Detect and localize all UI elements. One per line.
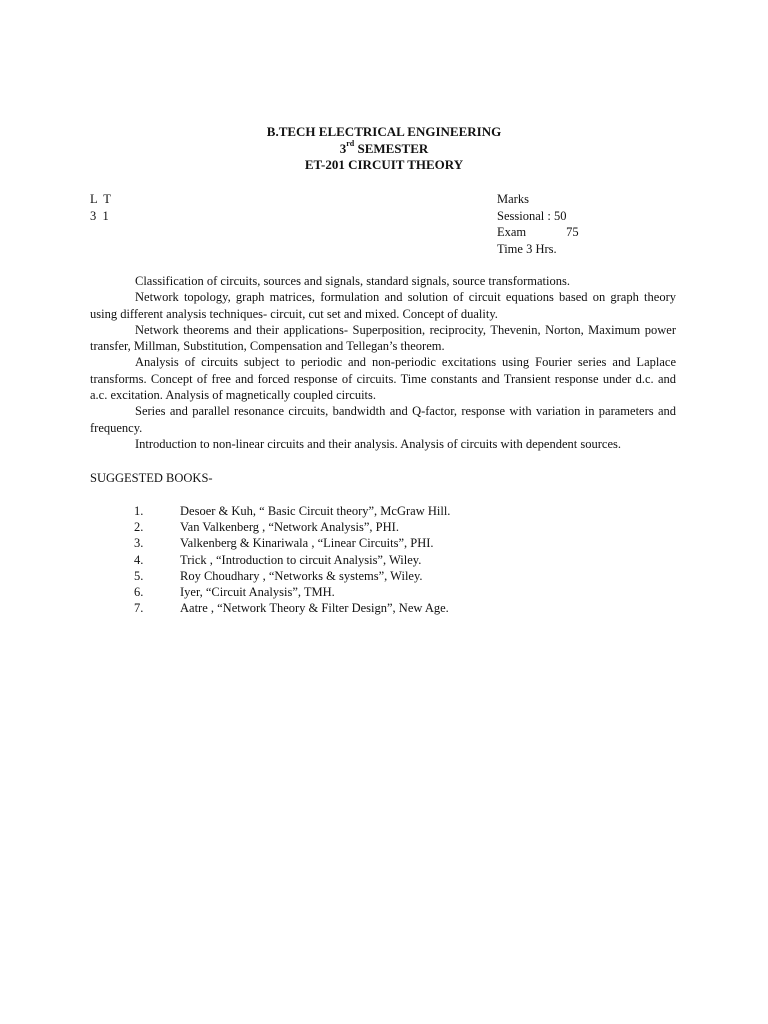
book-text: Desoer & Kuh, “ Basic Circuit theory”, McGraw Hill.	[180, 504, 451, 518]
list-item	[134, 519, 450, 535]
list-item	[134, 568, 450, 584]
syllabus-paragraph: Classification of circuits, sources and signals, standard signals, source transformations.	[135, 274, 570, 288]
syllabus-header	[0, 124, 768, 174]
list-item	[134, 600, 450, 616]
list-item	[134, 503, 450, 519]
book-number: 1.	[134, 504, 144, 518]
list-item	[134, 535, 450, 551]
list-item	[134, 584, 450, 600]
marks-block	[497, 191, 579, 257]
book-text: Valkenberg & Kinariwala , “Linear Circuits”, PHI.	[180, 536, 434, 551]
books-list	[134, 503, 450, 616]
syllabus-paragraph: Introduction to non-linear circuits and their analysis. Analysis of circuits with dependent sources.	[135, 436, 621, 451]
marks-exam	[497, 224, 579, 241]
book-text: Roy Choudhary , “Networks & systems”, Wiley.	[180, 568, 423, 583]
book-text: Trick , “Introduction to circuit Analysis”, Wiley.	[180, 552, 422, 567]
book-number: 3.	[134, 536, 144, 551]
marks-sessional: Sessional : 50	[497, 208, 567, 223]
lt-values: 3 1	[90, 208, 109, 223]
marks-time: Time 3 Hrs.	[497, 241, 557, 256]
lt-labels: L T	[90, 192, 111, 206]
marks-title: Marks	[497, 192, 529, 206]
semester-title	[0, 141, 768, 158]
syllabus-paragraph: Analysis of circuits subject to periodic and non-periodic excitations using Fourier series and Laplace transforms. Concept of free and forced response of circuits. Time constants and Transient response under d.c. and a.c. excitation. Analysis of magnetically coupled circuits.	[90, 355, 676, 403]
book-number: 2.	[134, 520, 144, 535]
book-number: 7.	[134, 601, 144, 616]
list-item	[134, 552, 450, 568]
book-text: Iyer, “Circuit Analysis”, TMH.	[180, 585, 335, 600]
book-text: Aatre , “Network Theory & Filter Design”, New Age.	[180, 601, 449, 616]
syllabus-paragraph: Network theorems and their applications- Superposition, reciprocity, Thevenin, Norton, Maximum power transfer, Millman, Substitution, Compensation and Tellegan’s theorem.	[90, 322, 676, 354]
semester-superscript: rd	[346, 139, 355, 149]
course-title: ET-201 CIRCUIT THEORY	[304, 157, 464, 172]
syllabus-paragraph: Series and parallel resonance circuits, bandwidth and Q-factor, response with variation in parameters and frequency.	[90, 404, 676, 435]
book-number: 5.	[134, 568, 144, 583]
exam-label: Exam	[497, 225, 527, 239]
exam-value: 75	[566, 225, 579, 239]
semester-text: SEMESTER	[354, 140, 429, 156]
lecture-tutorial-block	[90, 191, 111, 224]
syllabus-content	[90, 273, 676, 452]
program-title: B.TECH ELECTRICAL ENGINEERING	[266, 124, 502, 139]
semester-number: 3	[339, 140, 347, 156]
syllabus-paragraph: Network topology, graph matrices, formulation and solution of circuit equations based on graph theory using different analysis techniques- circuit, cut set and mixed. Concept of duality.	[90, 290, 676, 321]
book-text: Van Valkenberg , “Network Analysis”, PHI.	[180, 520, 399, 535]
book-number: 6.	[134, 585, 144, 600]
book-number: 4.	[134, 552, 144, 567]
suggested-books-heading: SUGGESTED BOOKS-	[90, 471, 213, 485]
